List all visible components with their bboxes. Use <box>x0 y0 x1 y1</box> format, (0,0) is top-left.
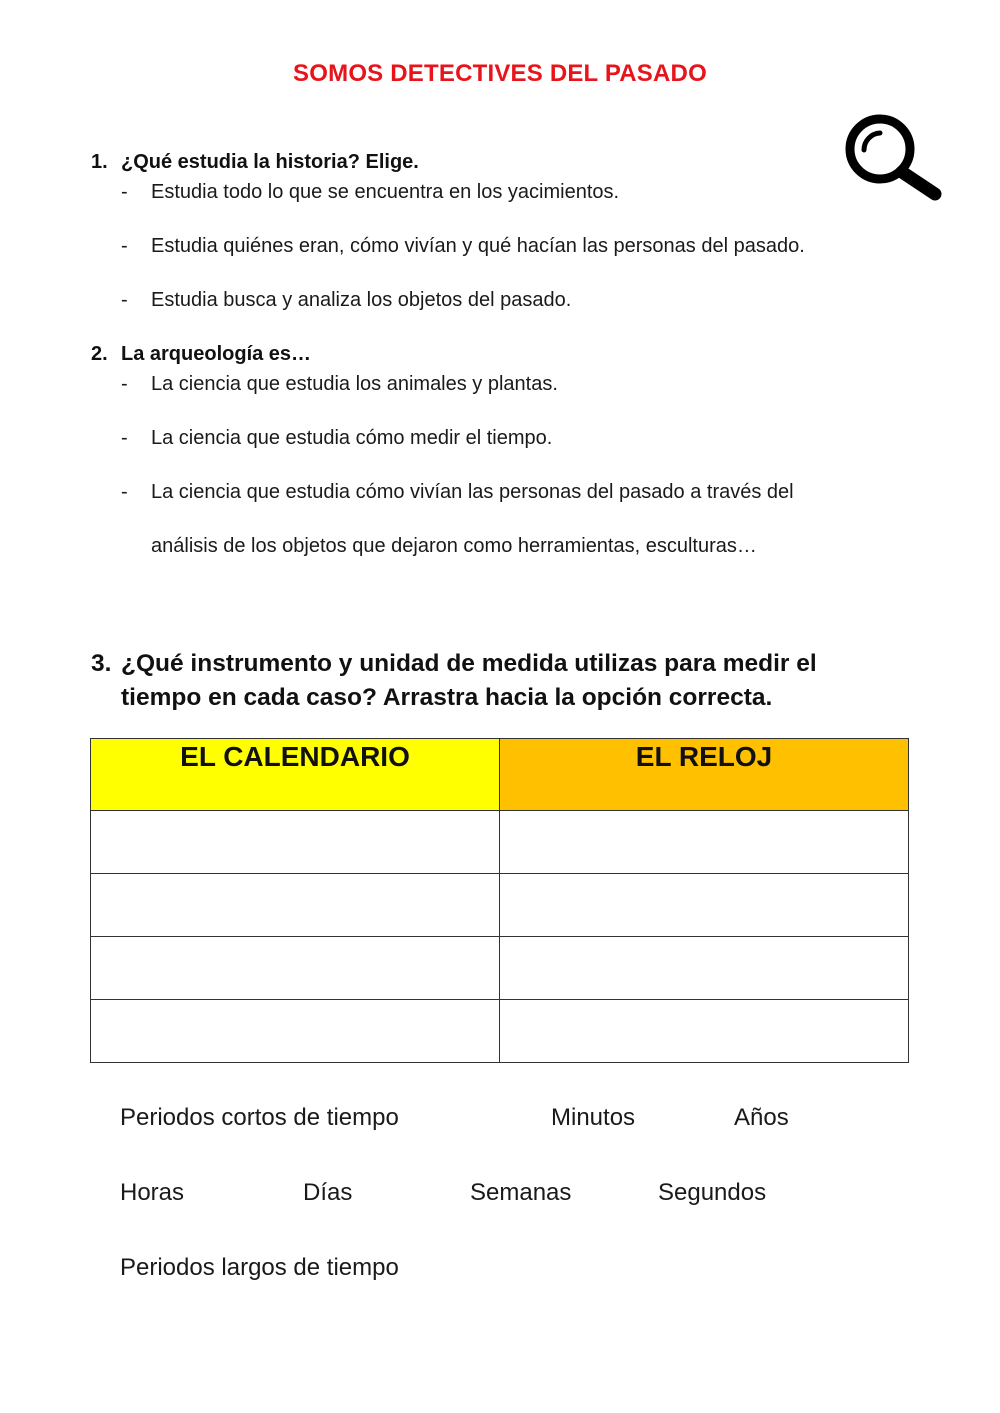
table-row <box>91 811 909 874</box>
option-dash: - <box>121 373 128 395</box>
option-dash: - <box>121 289 128 311</box>
question-1-text: ¿Qué estudia la historia? Elige. <box>121 151 419 173</box>
magnifying-glass-icon <box>842 112 942 202</box>
question-2-number: 2. <box>91 343 108 365</box>
option-text: La ciencia que estudia los animales y plantas. <box>151 373 558 395</box>
drop-zone-reloj[interactable] <box>500 937 909 1000</box>
draggable-word[interactable]: Segundos <box>658 1179 767 1206</box>
question-3 <box>91 647 911 715</box>
question-3-line-1 <box>91 647 911 681</box>
table-row <box>91 1000 909 1063</box>
option-text: La ciencia que estudia cómo medir el tiempo. <box>151 427 553 449</box>
option-dash: - <box>121 235 128 257</box>
column-header-reloj: EL RELOJ <box>500 739 909 811</box>
sorting-table <box>90 738 909 1063</box>
option-dash: - <box>121 181 128 203</box>
drop-zone-calendario[interactable] <box>91 1000 500 1063</box>
question-1 <box>91 151 419 174</box>
drop-zone-calendario[interactable] <box>91 811 500 874</box>
question-2-option[interactable] <box>121 427 552 450</box>
option-text: Estudia busca y analiza los objetos del pasado. <box>151 289 572 311</box>
column-header-calendario: EL CALENDARIO <box>91 739 500 811</box>
draggable-word[interactable]: Periodos cortos de tiempo <box>120 1104 399 1131</box>
draggable-word[interactable]: Años <box>734 1104 789 1131</box>
option-text: Estudia quiénes eran, cómo vivían y qué hacían las personas del pasado. <box>151 235 805 257</box>
draggable-word[interactable]: Días <box>303 1179 353 1206</box>
page-title: SOMOS DETECTIVES DEL PASADO <box>293 60 707 87</box>
question-3-text-1: ¿Qué instrumento y unidad de medida utilizas para medir el <box>121 650 817 677</box>
option-dash: - <box>121 481 128 503</box>
question-2-option[interactable] <box>121 481 794 504</box>
option-text: Estudia todo lo que se encuentra en los yacimientos. <box>151 181 620 203</box>
table-row <box>91 874 909 937</box>
question-1-number: 1. <box>91 151 108 173</box>
draggable-word[interactable]: Periodos largos de tiempo <box>120 1254 399 1281</box>
question-1-option[interactable] <box>121 181 619 204</box>
question-3-text-2: tiempo en cada caso? Arrastra hacia la opción correcta. <box>121 684 773 711</box>
question-1-option[interactable] <box>121 235 805 258</box>
question-2-option-continued: análisis de los objetos que dejaron como herramientas, esculturas… <box>151 535 757 557</box>
question-2 <box>91 343 311 366</box>
question-2-option[interactable] <box>121 373 558 396</box>
drop-zone-reloj[interactable] <box>500 1000 909 1063</box>
drop-zone-calendario[interactable] <box>91 937 500 1000</box>
drop-zone-reloj[interactable] <box>500 811 909 874</box>
question-1-option[interactable] <box>121 289 571 312</box>
option-text: La ciencia que estudia cómo vivían las personas del pasado a través del <box>151 481 794 503</box>
draggable-word[interactable]: Semanas <box>470 1179 572 1206</box>
drop-zone-reloj[interactable] <box>500 874 909 937</box>
question-3-number: 3. <box>91 650 112 677</box>
question-2-text: La arqueología es… <box>121 343 312 365</box>
drop-zone-calendario[interactable] <box>91 874 500 937</box>
table-row <box>91 937 909 1000</box>
draggable-word[interactable]: Minutos <box>551 1104 636 1131</box>
draggable-word[interactable]: Horas <box>120 1179 185 1206</box>
option-dash: - <box>121 427 128 449</box>
